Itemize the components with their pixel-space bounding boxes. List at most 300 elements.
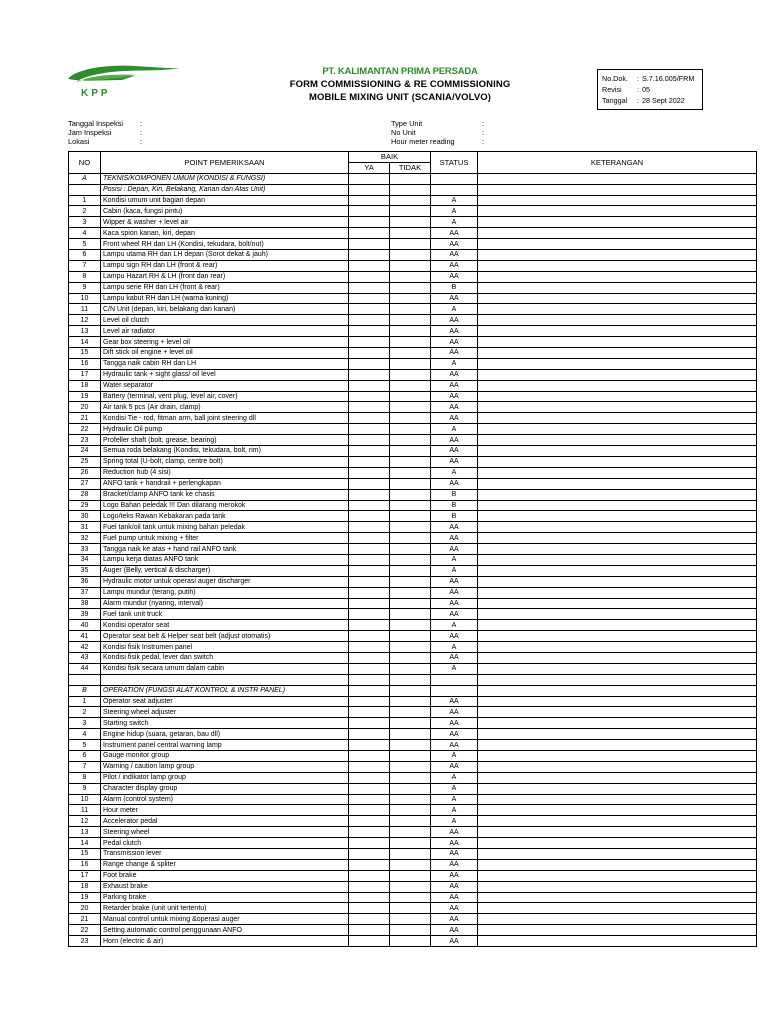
row-tidak-cell[interactable]	[390, 239, 431, 250]
row-point: Range change & spliter	[101, 859, 349, 870]
row-ya-cell[interactable]	[349, 260, 390, 271]
row-tidak-cell[interactable]	[390, 315, 431, 326]
row-tidak-cell[interactable]	[390, 250, 431, 261]
row-tidak-cell[interactable]	[390, 663, 431, 674]
inspection-time-field[interactable]: Jam Inspeksi :	[68, 128, 143, 138]
row-status: AA	[431, 260, 478, 271]
hour-meter-field[interactable]: Hour meter reading :	[391, 137, 485, 147]
row-status: A	[431, 565, 478, 576]
row-ya-cell[interactable]	[349, 772, 390, 783]
row-number: 3	[69, 718, 101, 729]
row-tidak-cell[interactable]	[390, 892, 431, 903]
section-separator-row	[69, 674, 757, 685]
row-ya-cell[interactable]	[349, 380, 390, 391]
row-keterangan-cell[interactable]	[478, 805, 757, 816]
table-row	[69, 348, 757, 359]
row-number: 29	[69, 500, 101, 511]
table-row	[69, 293, 757, 304]
row-keterangan-cell[interactable]	[478, 304, 757, 315]
row-tidak-cell[interactable]	[390, 533, 431, 544]
row-point: Alarm mundur (nyaring, interval)	[101, 598, 349, 609]
row-keterangan-cell[interactable]	[478, 696, 757, 707]
row-keterangan-cell[interactable]	[478, 892, 757, 903]
row-ya-cell[interactable]	[349, 413, 390, 424]
row-keterangan-cell[interactable]	[478, 718, 757, 729]
row-point: Transmission lever	[101, 849, 349, 860]
row-tidak-cell[interactable]	[390, 369, 431, 380]
row-ya-cell[interactable]	[349, 914, 390, 925]
row-ya-cell[interactable]	[349, 881, 390, 892]
row-keterangan-cell[interactable]	[478, 533, 757, 544]
doc-number-row: No.Dok. : S.7.16.005/FRM	[602, 74, 695, 83]
row-number: 20	[69, 402, 101, 413]
row-point: Auger (Belly, vertical & discharger)	[101, 565, 349, 576]
row-point: Operator seat belt & Helper seat belt (adjust otomatis)	[101, 631, 349, 642]
row-tidak-cell[interactable]	[390, 206, 431, 217]
table-row	[69, 271, 757, 282]
row-tidak-cell[interactable]	[390, 380, 431, 391]
row-keterangan-cell[interactable]	[478, 391, 757, 402]
row-tidak-cell[interactable]	[390, 805, 431, 816]
row-keterangan-cell[interactable]	[478, 609, 757, 620]
row-keterangan-cell[interactable]	[478, 467, 757, 478]
section-b-header	[69, 685, 757, 696]
row-ya-cell[interactable]	[349, 391, 390, 402]
row-status: AA	[431, 609, 478, 620]
row-keterangan-cell[interactable]	[478, 380, 757, 391]
row-point: Horn (electric & air)	[101, 936, 349, 947]
row-ya-cell[interactable]	[349, 337, 390, 348]
row-keterangan-cell[interactable]	[478, 456, 757, 467]
row-number: 35	[69, 565, 101, 576]
row-point: Level oil clutch	[101, 315, 349, 326]
table-row	[69, 827, 757, 838]
row-keterangan-cell[interactable]	[478, 816, 757, 827]
row-keterangan-cell[interactable]	[478, 217, 757, 228]
table-row	[69, 936, 757, 947]
row-ya-cell[interactable]	[349, 936, 390, 947]
row-ya-cell[interactable]	[349, 565, 390, 576]
row-tidak-cell[interactable]	[390, 293, 431, 304]
row-keterangan-cell[interactable]	[478, 206, 757, 217]
location-field[interactable]: Lokasi :	[68, 137, 143, 147]
row-tidak-cell[interactable]	[390, 456, 431, 467]
row-keterangan-cell[interactable]	[478, 337, 757, 348]
row-ya-cell[interactable]	[349, 707, 390, 718]
row-tidak-cell[interactable]	[390, 478, 431, 489]
row-tidak-cell[interactable]	[390, 642, 431, 653]
row-ya-cell[interactable]	[349, 783, 390, 794]
row-keterangan-cell[interactable]	[478, 740, 757, 751]
row-ya-cell[interactable]	[349, 903, 390, 914]
row-keterangan-cell[interactable]	[478, 293, 757, 304]
row-tidak-cell[interactable]	[390, 718, 431, 729]
row-tidak-cell[interactable]	[390, 838, 431, 849]
row-ya-cell[interactable]	[349, 489, 390, 500]
row-status: B	[431, 489, 478, 500]
row-ya-cell[interactable]	[349, 805, 390, 816]
row-keterangan-cell[interactable]	[478, 544, 757, 555]
row-keterangan-cell[interactable]	[478, 228, 757, 239]
row-number: 14	[69, 838, 101, 849]
row-keterangan-cell[interactable]	[478, 936, 757, 947]
row-tidak-cell[interactable]	[390, 522, 431, 533]
row-keterangan-cell[interactable]	[478, 554, 757, 565]
row-status: AA	[431, 522, 478, 533]
row-ya-cell[interactable]	[349, 467, 390, 478]
row-status: AA	[431, 870, 478, 881]
row-keterangan-cell[interactable]	[478, 750, 757, 761]
row-keterangan-cell[interactable]	[478, 587, 757, 598]
row-ya-cell[interactable]	[349, 282, 390, 293]
row-keterangan-cell[interactable]	[478, 250, 757, 261]
row-keterangan-cell[interactable]	[478, 446, 757, 457]
row-keterangan-cell[interactable]	[478, 402, 757, 413]
row-ya-cell[interactable]	[349, 435, 390, 446]
row-number: 20	[69, 903, 101, 914]
row-ya-cell[interactable]	[349, 620, 390, 631]
row-status: AA	[431, 293, 478, 304]
row-status: A	[431, 642, 478, 653]
row-keterangan-cell[interactable]	[478, 794, 757, 805]
row-tidak-cell[interactable]	[390, 936, 431, 947]
row-keterangan-cell[interactable]	[478, 435, 757, 446]
row-ya-cell[interactable]	[349, 369, 390, 380]
row-point: Operator seat adjuster	[101, 696, 349, 707]
table-row	[69, 642, 757, 653]
row-ya-cell[interactable]	[349, 750, 390, 761]
row-tidak-cell[interactable]	[390, 489, 431, 500]
row-point: Lampu serie RH dan LH (front & rear)	[101, 282, 349, 293]
row-tidak-cell[interactable]	[390, 565, 431, 576]
row-status: AA	[431, 849, 478, 860]
table-row	[69, 391, 757, 402]
row-keterangan-cell[interactable]	[478, 914, 757, 925]
row-status: A	[431, 217, 478, 228]
row-ya-cell[interactable]	[349, 849, 390, 860]
row-point: Pedal clutch	[101, 838, 349, 849]
row-point: Tangga naik cabin RH dan LH	[101, 358, 349, 369]
row-tidak-cell[interactable]	[390, 903, 431, 914]
row-ya-cell[interactable]	[349, 631, 390, 642]
row-keterangan-cell[interactable]	[478, 576, 757, 587]
table-row	[69, 282, 757, 293]
row-keterangan-cell[interactable]	[478, 631, 757, 642]
row-point: Warning / caution lamp group	[101, 761, 349, 772]
row-tidak-cell[interactable]	[390, 228, 431, 239]
row-tidak-cell[interactable]	[390, 925, 431, 936]
row-tidak-cell[interactable]	[390, 620, 431, 631]
row-number: 23	[69, 435, 101, 446]
row-tidak-cell[interactable]	[390, 511, 431, 522]
row-tidak-cell[interactable]	[390, 446, 431, 457]
row-status: AA	[431, 239, 478, 250]
row-tidak-cell[interactable]	[390, 859, 431, 870]
row-keterangan-cell[interactable]	[478, 707, 757, 718]
row-keterangan-cell[interactable]	[478, 881, 757, 892]
row-tidak-cell[interactable]	[390, 794, 431, 805]
row-ya-cell[interactable]	[349, 816, 390, 827]
row-tidak-cell[interactable]	[390, 271, 431, 282]
row-ya-cell[interactable]	[349, 271, 390, 282]
row-ya-cell[interactable]	[349, 761, 390, 772]
row-point: Kaca spion kanan, kiri, depan	[101, 228, 349, 239]
table-row	[69, 761, 757, 772]
table-row	[69, 794, 757, 805]
row-keterangan-cell[interactable]	[478, 315, 757, 326]
row-keterangan-cell[interactable]	[478, 489, 757, 500]
row-point: Fuel pump untuk mixing + filter	[101, 533, 349, 544]
table-row	[69, 435, 757, 446]
row-keterangan-cell[interactable]	[478, 642, 757, 653]
row-number: 26	[69, 467, 101, 478]
row-tidak-cell[interactable]	[390, 337, 431, 348]
row-tidak-cell[interactable]	[390, 598, 431, 609]
row-ya-cell[interactable]	[349, 838, 390, 849]
row-keterangan-cell[interactable]	[478, 849, 757, 860]
unit-number-field[interactable]: No Unit :	[391, 128, 485, 138]
row-number: 31	[69, 522, 101, 533]
row-keterangan-cell[interactable]	[478, 326, 757, 337]
row-keterangan-cell[interactable]	[478, 663, 757, 674]
row-tidak-cell[interactable]	[390, 870, 431, 881]
row-tidak-cell[interactable]	[390, 827, 431, 838]
row-number: 9	[69, 282, 101, 293]
row-keterangan-cell[interactable]	[478, 239, 757, 250]
row-ya-cell[interactable]	[349, 598, 390, 609]
doc-date-row: Tanggal : 28 Sept 2022	[602, 96, 685, 105]
row-tidak-cell[interactable]	[390, 260, 431, 271]
row-keterangan-cell[interactable]	[478, 358, 757, 369]
row-tidak-cell[interactable]	[390, 750, 431, 761]
row-status: A	[431, 206, 478, 217]
row-number: 15	[69, 348, 101, 359]
row-point: Hydraulic Oil pump	[101, 424, 349, 435]
row-ya-cell[interactable]	[349, 859, 390, 870]
row-ya-cell[interactable]	[349, 511, 390, 522]
table-row	[69, 358, 757, 369]
row-number: 17	[69, 369, 101, 380]
row-ya-cell[interactable]	[349, 239, 390, 250]
row-number: 22	[69, 925, 101, 936]
row-tidak-cell[interactable]	[390, 348, 431, 359]
row-tidak-cell[interactable]	[390, 500, 431, 511]
row-keterangan-cell[interactable]	[478, 511, 757, 522]
row-tidak-cell[interactable]	[390, 729, 431, 740]
row-tidak-cell[interactable]	[390, 816, 431, 827]
row-ya-cell[interactable]	[349, 827, 390, 838]
row-tidak-cell[interactable]	[390, 576, 431, 587]
row-ya-cell[interactable]	[349, 315, 390, 326]
row-keterangan-cell[interactable]	[478, 783, 757, 794]
row-point: Reduction hub (4 sisi)	[101, 467, 349, 478]
row-number: 44	[69, 663, 101, 674]
row-keterangan-cell[interactable]	[478, 598, 757, 609]
row-keterangan-cell[interactable]	[478, 195, 757, 206]
row-point: Tangga naik ke atas + hand rail ANFO tank	[101, 544, 349, 555]
row-tidak-cell[interactable]	[390, 587, 431, 598]
row-tidak-cell[interactable]	[390, 849, 431, 860]
row-keterangan-cell[interactable]	[478, 522, 757, 533]
row-ya-cell[interactable]	[349, 718, 390, 729]
row-tidak-cell[interactable]	[390, 609, 431, 620]
row-ya-cell[interactable]	[349, 293, 390, 304]
row-tidak-cell[interactable]	[390, 544, 431, 555]
row-ya-cell[interactable]	[349, 195, 390, 206]
row-ya-cell[interactable]	[349, 500, 390, 511]
row-number: 21	[69, 413, 101, 424]
row-ya-cell[interactable]	[349, 587, 390, 598]
row-keterangan-cell[interactable]	[478, 413, 757, 424]
row-tidak-cell[interactable]	[390, 195, 431, 206]
row-ya-cell[interactable]	[349, 402, 390, 413]
row-tidak-cell[interactable]	[390, 217, 431, 228]
row-ya-cell[interactable]	[349, 217, 390, 228]
row-ya-cell[interactable]	[349, 358, 390, 369]
table-row	[69, 217, 757, 228]
table-row	[69, 805, 757, 816]
company-name: PT. KALIMANTAN PRIMA PERSADA	[322, 66, 478, 77]
row-tidak-cell[interactable]	[390, 761, 431, 772]
row-status: AA	[431, 337, 478, 348]
row-keterangan-cell[interactable]	[478, 827, 757, 838]
row-keterangan-cell[interactable]	[478, 761, 757, 772]
row-ya-cell[interactable]	[349, 544, 390, 555]
row-tidak-cell[interactable]	[390, 554, 431, 565]
row-tidak-cell[interactable]	[390, 631, 431, 642]
row-ya-cell[interactable]	[349, 729, 390, 740]
row-keterangan-cell[interactable]	[478, 838, 757, 849]
row-number: 28	[69, 489, 101, 500]
row-tidak-cell[interactable]	[390, 424, 431, 435]
row-keterangan-cell[interactable]	[478, 424, 757, 435]
row-ya-cell[interactable]	[349, 478, 390, 489]
row-tidak-cell[interactable]	[390, 413, 431, 424]
inspection-info-left	[68, 119, 142, 147]
row-ya-cell[interactable]	[349, 206, 390, 217]
row-status: AA	[431, 576, 478, 587]
doc-number-label: No.Dok.	[602, 74, 628, 83]
row-number: 2	[69, 707, 101, 718]
row-ya-cell[interactable]	[349, 348, 390, 359]
row-tidak-cell[interactable]	[390, 740, 431, 751]
row-tidak-cell[interactable]	[390, 696, 431, 707]
row-point: Exhaust brake	[101, 881, 349, 892]
row-keterangan-cell[interactable]	[478, 271, 757, 282]
row-keterangan-cell[interactable]	[478, 260, 757, 271]
row-number: 22	[69, 424, 101, 435]
row-ya-cell[interactable]	[349, 446, 390, 457]
table-row	[69, 925, 757, 936]
row-ya-cell[interactable]	[349, 925, 390, 936]
row-status: AA	[431, 435, 478, 446]
unit-type-field[interactable]: Type Unit :	[391, 119, 485, 128]
row-ya-cell[interactable]	[349, 663, 390, 674]
row-keterangan-cell[interactable]	[478, 478, 757, 489]
row-ya-cell[interactable]	[349, 250, 390, 261]
table-row	[69, 446, 757, 457]
row-ya-cell[interactable]	[349, 609, 390, 620]
row-ya-cell[interactable]	[349, 576, 390, 587]
row-ya-cell[interactable]	[349, 304, 390, 315]
row-status: A	[431, 424, 478, 435]
row-tidak-cell[interactable]	[390, 783, 431, 794]
row-point: Engine hidup (suara, getaran, bau dll)	[101, 729, 349, 740]
row-ya-cell[interactable]	[349, 424, 390, 435]
row-status: A	[431, 750, 478, 761]
row-keterangan-cell[interactable]	[478, 620, 757, 631]
row-tidak-cell[interactable]	[390, 435, 431, 446]
inspection-date-field[interactable]: Tanggal Inspeksi :	[68, 119, 143, 128]
row-keterangan-cell[interactable]	[478, 369, 757, 380]
row-tidak-cell[interactable]	[390, 391, 431, 402]
row-ya-cell[interactable]	[349, 740, 390, 751]
row-keterangan-cell[interactable]	[478, 859, 757, 870]
row-status: AA	[431, 369, 478, 380]
row-keterangan-cell[interactable]	[478, 925, 757, 936]
row-keterangan-cell[interactable]	[478, 565, 757, 576]
row-status: AA	[431, 380, 478, 391]
row-ya-cell[interactable]	[349, 228, 390, 239]
row-ya-cell[interactable]	[349, 456, 390, 467]
row-tidak-cell[interactable]	[390, 402, 431, 413]
table-row	[69, 859, 757, 870]
row-ya-cell[interactable]	[349, 522, 390, 533]
row-ya-cell[interactable]	[349, 652, 390, 663]
row-ya-cell[interactable]	[349, 794, 390, 805]
row-number: 6	[69, 750, 101, 761]
row-point: Kondisi operator seat	[101, 620, 349, 631]
row-tidak-cell[interactable]	[390, 652, 431, 663]
row-status: AA	[431, 925, 478, 936]
row-ya-cell[interactable]	[349, 892, 390, 903]
row-tidak-cell[interactable]	[390, 914, 431, 925]
row-point: Instrument panel central warning lamp	[101, 740, 349, 751]
row-keterangan-cell[interactable]	[478, 282, 757, 293]
row-keterangan-cell[interactable]	[478, 729, 757, 740]
table-row	[69, 718, 757, 729]
row-keterangan-cell[interactable]	[478, 772, 757, 783]
row-point: Character display group	[101, 783, 349, 794]
row-tidak-cell[interactable]	[390, 772, 431, 783]
row-tidak-cell[interactable]	[390, 881, 431, 892]
row-status: AA	[431, 478, 478, 489]
row-ya-cell[interactable]	[349, 533, 390, 544]
row-tidak-cell[interactable]	[390, 326, 431, 337]
row-ya-cell[interactable]	[349, 326, 390, 337]
row-tidak-cell[interactable]	[390, 304, 431, 315]
row-ya-cell[interactable]	[349, 696, 390, 707]
row-keterangan-cell[interactable]	[478, 348, 757, 359]
row-tidak-cell[interactable]	[390, 707, 431, 718]
row-ya-cell[interactable]	[349, 642, 390, 653]
row-keterangan-cell[interactable]	[478, 500, 757, 511]
row-tidak-cell[interactable]	[390, 358, 431, 369]
row-ya-cell[interactable]	[349, 554, 390, 565]
row-keterangan-cell[interactable]	[478, 903, 757, 914]
row-keterangan-cell[interactable]	[478, 870, 757, 881]
row-ya-cell[interactable]	[349, 870, 390, 881]
row-point: Accelerator pedal	[101, 816, 349, 827]
row-keterangan-cell[interactable]	[478, 652, 757, 663]
row-point: Parking brake	[101, 892, 349, 903]
row-tidak-cell[interactable]	[390, 282, 431, 293]
row-number: 12	[69, 816, 101, 827]
table-row	[69, 849, 757, 860]
row-tidak-cell[interactable]	[390, 467, 431, 478]
row-number: 19	[69, 892, 101, 903]
section-a-header	[69, 173, 757, 184]
